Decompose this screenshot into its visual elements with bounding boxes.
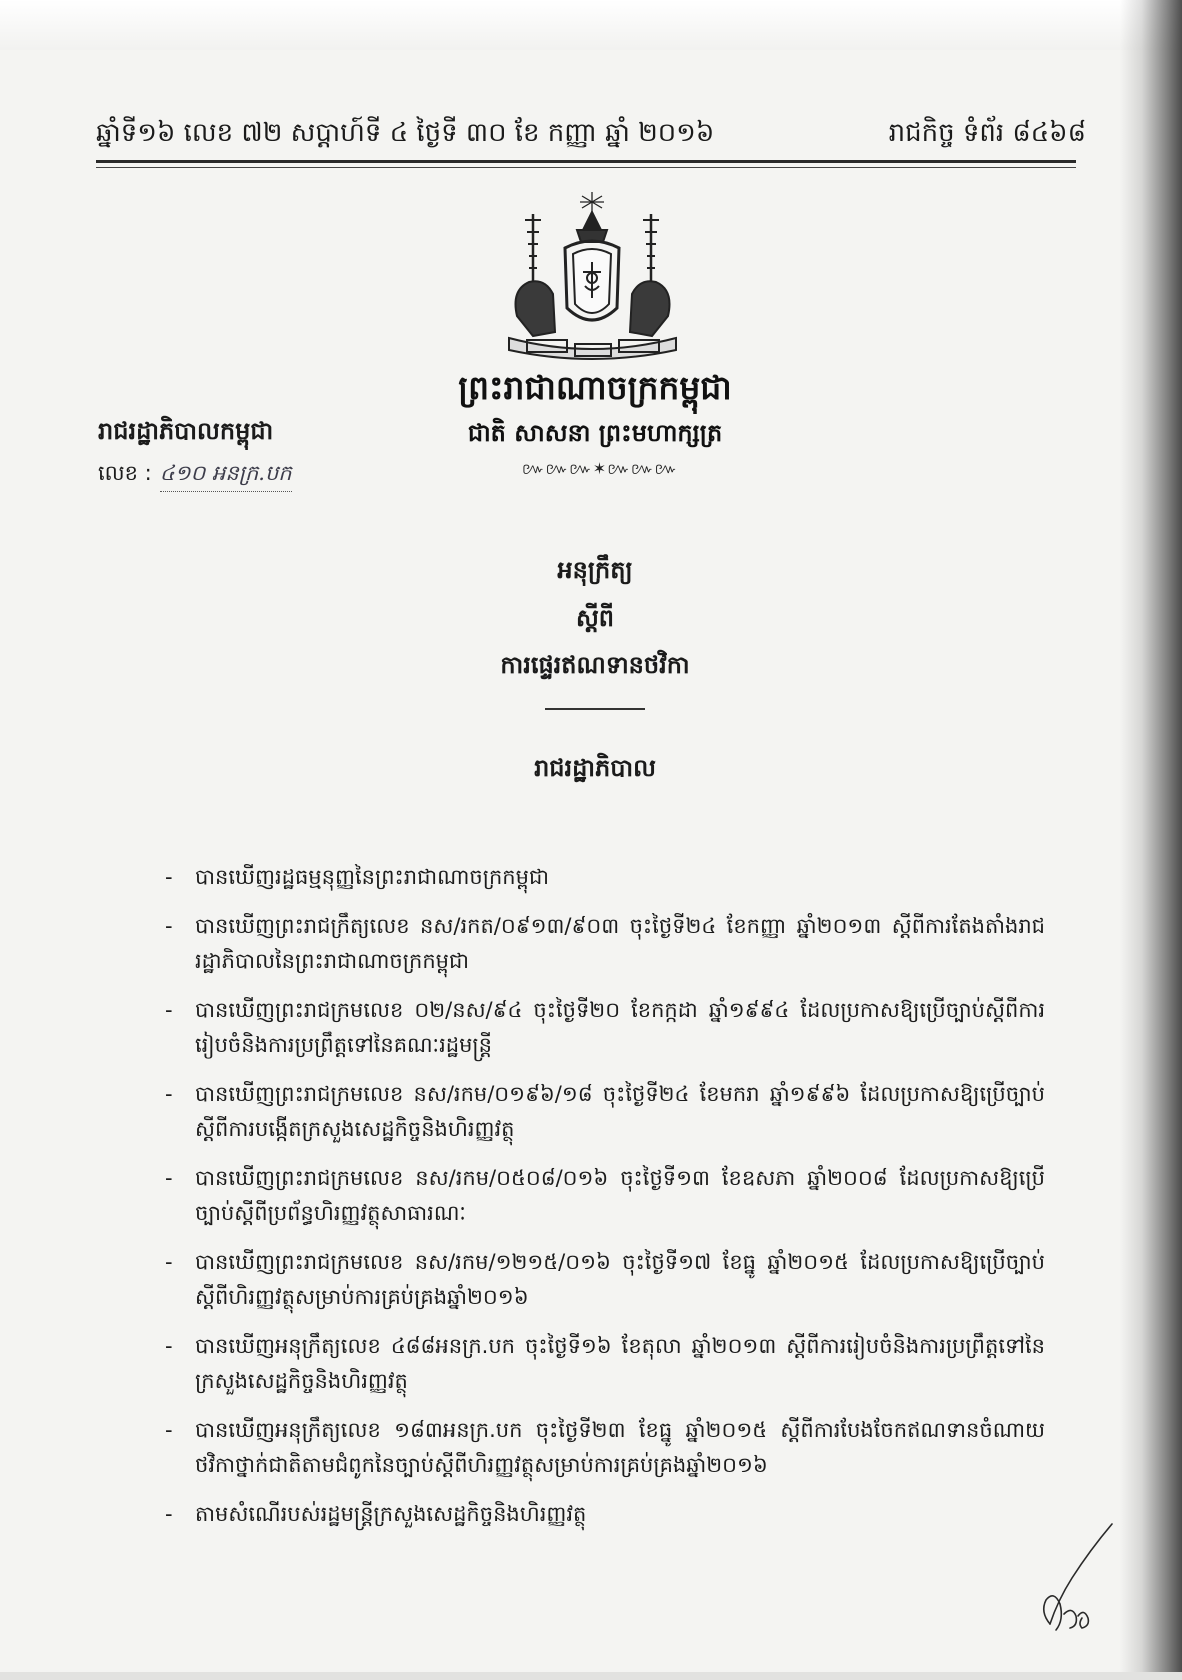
clause-item: - បានឃើញព្រះរាជក្រមលេខ នស/រកម/០១៩៦/១៨ ចុះថ្ងៃទី២៤ ខែមករា ឆ្នាំ១៩៩៦ ដែលប្រកាសឱ្យប្រើច្បាប់ស្តីពីការបង្កើតក្រសួងសេដ្ឋកិច្ចនិងហិរញ្ញវត្ថុ (165, 1082, 1045, 1141)
clause-text: បានឃើញព្រះរាជក្រមលេខ នស/រកម/០៥០៨/០១៦ ចុះថ្ងៃទី១៣ ខែឧសភា ឆ្នាំ២០០៨ ដែលប្រកាសឱ្យប្រើច្បាប់ស្តីពីប្រព័ន្ធហិរញ្ញវត្ថុសាធារណៈ (195, 1166, 1045, 1225)
issue-info: ឆ្នាំទី១៦ លេខ ៧២ សប្តាហ៍ទី ៤ ថ្ងៃទី ៣០ ខែ កញ្ញា ឆ្នាំ ២០១៦ (96, 118, 715, 148)
clause-text: បានឃើញព្រះរាជក្រមលេខ ០២/នស/៩៤ ចុះថ្ងៃទី២០ ខែកក្កដា ឆ្នាំ១៩៩៤ ដែលប្រកាសឱ្យប្រើច្បាប់ស្តីពីការរៀបចំនិងការប្រព្រឹត្តទៅនៃគណៈរដ្ឋមន្ត្រី (195, 998, 1045, 1057)
document-issuer: រាជរដ្ឋាភិបាល (534, 754, 656, 782)
document-type: អនុក្រឹត្យ (557, 556, 633, 584)
gazette-page: រាជកិច្ច ទំព័រ ៨៤៦៨ (888, 118, 1086, 148)
clause-item: - បានឃើញអនុក្រឹត្យលេខ ១៨៣អនក្រ.បក ចុះថ្ងៃទី២៣ ខែធ្នូ ឆ្នាំ២០១៥ ស្តីពីការបែងចែកឥណទានចំណាយថវិកាថ្នាក់ជាតិតាមជំពូកនៃច្បាប់ស្តីពីហិរញ្ញវត្ថុសម្រាប់ការគ្រប់គ្រងឆ្នាំ២០១៦ (165, 1418, 1045, 1477)
header-rule (96, 160, 1076, 163)
document-about: ស្តីពី (575, 604, 615, 632)
reference-number (98, 460, 292, 492)
scan-bottom-edge (0, 1672, 1182, 1680)
clause-item: - បានឃើញព្រះរាជក្រឹត្យលេខ នស/រកត/០៩១៣/៩០៣ ចុះថ្ងៃទី២៤ ខែកញ្ញា ឆ្នាំ២០១៣ ស្តីពីការតែងតាំងរាជរដ្ឋាភិបាលនៃព្រះរាជាណាចក្រកម្ពុជា (165, 914, 1045, 973)
clause-item: - បានឃើញព្រះរាជក្រមលេខ នស/រកម/១២១៥/០១៦ ចុះថ្ងៃទី១៧ ខែធ្នូ ឆ្នាំ២០១៥ ដែលប្រកាសឱ្យប្រើច្បាប់ស្តីពីហិរញ្ញវត្ថុសម្រាប់ការគ្រប់គ្រងឆ្នាំ២០១៦ (165, 1250, 1045, 1309)
clause-text: បានឃើញអនុក្រឹត្យលេខ ៤៨៨អនក្រ.បក ចុះថ្ងៃទី១៦ ខែតុលា ឆ្នាំ២០១៣ ស្តីពីការរៀបចំនិងការប្រព្រឹត្តទៅនៃក្រសួងសេដ្ឋកិច្ចនិងហិរញ្ញវត្ថុ (195, 1334, 1045, 1393)
clause-text: បានឃើញព្រះរាជក្រឹត្យលេខ នស/រកត/០៩១៣/៩០៣ ចុះថ្ងៃទី២៤ ខែកញ្ញា ឆ្នាំ២០១៣ ស្តីពីការតែងតាំងរាជរដ្ឋាភិបាលនៃព្រះរាជាណាចក្រកម្ពុជា (195, 914, 1045, 973)
preamble-clauses (165, 860, 1045, 1546)
national-motto: ជាតិ សាសនា ព្រះមហាក្សត្រ (467, 419, 723, 447)
scan-right-shadow (1120, 0, 1182, 1680)
clause-text: បានឃើញព្រះរាជក្រមលេខ នស/រកម/០១៩៦/១៨ ចុះថ្ងៃទី២៤ ខែមករា ឆ្នាំ១៩៩៦ ដែលប្រកាសឱ្យប្រើច្បាប់ស្តីពីការបង្កើតក្រសួងសេដ្ឋកិច្ចនិងហិរញ្ញវត្ថុ (195, 1082, 1045, 1141)
clause-text: បានឃើញអនុក្រឹត្យលេខ ១៨៣អនក្រ.បក ចុះថ្ងៃទី២៣ ខែធ្នូ ឆ្នាំ២០១៥ ស្តីពីការបែងចែកឥណទានចំណាយថវិកាថ្នាក់ជាតិតាមជំពូកនៃច្បាប់ស្តីពីហិរញ្ញវត្ថុសម្រាប់ការគ្រប់គ្រងឆ្នាំ២០១៦ (195, 1418, 1045, 1477)
ref-number: ៤១០ អនក្រ.បក (160, 460, 292, 492)
clause-item: - បានឃើញរដ្ឋធម្មនុញ្ញនៃព្រះរាជាណាចក្រកម្ពុជា (165, 865, 549, 889)
clause-item: - បានឃើញព្រះរាជក្រមលេខ ០២/នស/៩៤ ចុះថ្ងៃទី២០ ខែកក្កដា ឆ្នាំ១៩៩៤ ដែលប្រកាសឱ្យប្រើច្បាប់ស្តីពីការរៀបចំនិងការប្រព្រឹត្តទៅនៃគណៈរដ្ឋមន្ត្រី (165, 998, 1045, 1057)
sender-name: រាជរដ្ឋាភិបាលកម្ពុជា (98, 417, 274, 445)
document-subject: ការផ្ទេរឥណទានថវិកា (500, 651, 690, 679)
gazette-header (96, 112, 1086, 158)
royal-arms-icon (505, 190, 680, 362)
clause-text: បានឃើញរដ្ឋធម្មនុញ្ញនៃព្រះរាជាណាចក្រកម្ពុជា (195, 865, 549, 889)
ornament-divider: ៚៚៚✶៚៚៚ (521, 459, 679, 478)
ref-label: លេខ : (98, 461, 152, 485)
scan-top-edge (0, 0, 1182, 50)
header-rule-thin (96, 167, 1076, 168)
clause-text: តាមសំណើរបស់រដ្ឋមន្ត្រីក្រសួងសេដ្ឋកិច្ចនិងហិរញ្ញវត្ថុ (195, 1502, 587, 1526)
title-divider (545, 708, 645, 710)
signature-icon (1020, 1520, 1115, 1635)
clause-item: - តាមសំណើរបស់រដ្ឋមន្ត្រីក្រសួងសេដ្ឋកិច្ចនិងហិរញ្ញវត្ថុ (165, 1502, 587, 1526)
clause-text: បានឃើញព្រះរាជក្រមលេខ នស/រកម/១២១៥/០១៦ ចុះថ្ងៃទី១៧ ខែធ្នូ ឆ្នាំ២០១៥ ដែលប្រកាសឱ្យប្រើច្បាប់ស្តីពីហិរញ្ញវត្ថុសម្រាប់ការគ្រប់គ្រងឆ្នាំ២០១៦ (195, 1250, 1045, 1309)
clause-item: - បានឃើញអនុក្រឹត្យលេខ ៤៨៨អនក្រ.បក ចុះថ្ងៃទី១៦ ខែតុលា ឆ្នាំ២០១៣ ស្តីពីការរៀបចំនិងការប្រព្រឹត្តទៅនៃក្រសួងសេដ្ឋកិច្ចនិងហិរញ្ញវត្ថុ (165, 1334, 1045, 1393)
clause-item: - បានឃើញព្រះរាជក្រមលេខ នស/រកម/០៥០៨/០១៦ ចុះថ្ងៃទី១៣ ខែឧសភា ឆ្នាំ២០០៨ ដែលប្រកាសឱ្យប្រើច្បាប់ស្តីពីប្រព័ន្ធហិរញ្ញវត្ថុសាធារណៈ (165, 1166, 1045, 1225)
kingdom-title: ព្រះរាជាណាចក្រកម្ពុជា (458, 368, 732, 407)
